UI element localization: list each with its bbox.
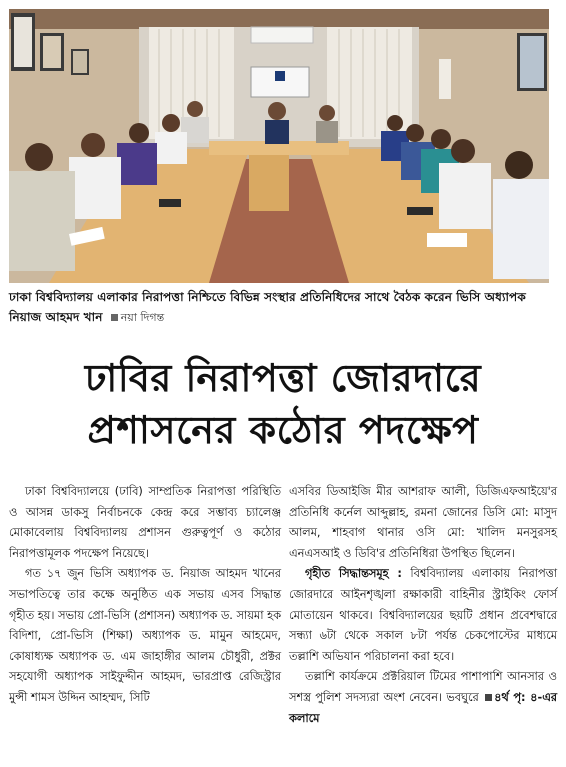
headline <box>0 352 566 456</box>
paragraph-text: বিশ্ববিদ্যালয় এলাকায় নিরাপত্তা জোরদারে আইনশৃঙ্খলা রক্ষাকারী বাহিনীর স্ট্রাইকিং ফোর্স মোতায়েন থাকবে। বিশ্ববিদ্যালয়ের ছয়টি প্রধান প্রবেশদ্বারে সন্ধ্যা ৬টা থেকে সকাল ৮টা পর্যন্ত চেকপোস্টের মাধ্যমে তল্লাশি অভিযান পরিচালনা করা হবে। <box>289 567 557 663</box>
article-column-right <box>289 482 557 729</box>
subheading: গৃহীত সিদ্ধান্তসমূহ : <box>305 567 402 581</box>
paragraph: গত ১৭ জুন ভিসি অধ্যাপক ড. নিয়াজ আহমদ খানের সভাপতিত্বে তার কক্ষে অনুষ্ঠিত এক সভায় এসব সিদ্ধান্ত গৃহীত হয়। সভায় প্রো-ভিসি (প্রশাসন) অধ্যাপক ড. সায়মা হক বিদিশা, প্রো-ভিসি (শিক্ষা) অধ্যাপক ড. মামুন আহমেদ, কোষাধ্যক্ষ অধ্যাপক ড. এম জাহাঙ্গীর আলম চৌধুরী, প্রক্টর সহযোগী অধ্যাপক সাইফুদ্দীন আহমদ, ভারপ্রাপ্ত রেজিস্ট্রার মুন্সী শামস উদ্দিন আহম্মদ, সিটি <box>9 567 281 704</box>
headline-line-2: প্রশাসনের কঠোর পদক্ষেপ <box>87 407 479 452</box>
paragraph: ঢাকা বিশ্ববিদ্যালয়ে (ঢাবি) সাম্প্রতিক নিরাপত্তা পরিস্থিতি ও আসন্ন ডাকসু নির্বাচনকে কেন্দ্র করে সম্ভাব্য চ্যালেঞ্জ মোকাবেলায় বিশ্ববিদ্যালয় প্রশাসন গুরুত্বপূর্ণ ও কঠোর নিরাপত্তামূলক পদক্ষেপ নিয়েছে। <box>9 485 281 560</box>
meeting-photo <box>9 9 549 283</box>
credit-square-icon <box>111 314 118 321</box>
jump-square-icon <box>485 694 492 701</box>
caption-text: ঢাকা বিশ্ববিদ্যালয় এলাকার নিরাপত্তা নিশ্চিতে বিভিন্ন সংস্থার প্রতিনিধিদের সাথে বৈঠক করেন ভিসি অধ্যাপক নিয়াজ আহমদ খান <box>9 290 526 324</box>
meeting-photo-illustration <box>9 9 549 283</box>
paragraph: এসবির ডিআইজি মীর আশরাফ আলী, ডিজিএফআইয়ে'র প্রতিনিধি কর্নেল আব্দুল্লাহ, রমনা জোনের ডিসি মো: মাসুদ আলম, শাহবাগ থানার ওসি মো: খালিদ মনসুরসহ এনএসআই ও ডিবি'র প্রতিনিধিরা উপস্থিত ছিলেন। <box>289 485 557 560</box>
headline-line-1: ঢাবির নিরাপত্তা জোরদারে <box>84 355 482 400</box>
continuation-jump: ৪র্থ পৃ: ৪-এর কলামে <box>289 690 558 725</box>
paragraph <box>289 667 557 729</box>
photo-caption <box>9 287 557 328</box>
paragraph <box>289 564 557 667</box>
photo-credit: নয়া দিগন্ত <box>120 311 165 324</box>
paragraph-text: তল্লাশি কার্যক্রমে প্রক্টরিয়াল টিমের পাশাপাশি আনসার ও সশস্ত্র পুলিশ সদস্যরা অংশ নেবেন। ভবঘুরে <box>289 670 557 704</box>
article-column-left <box>9 482 281 709</box>
